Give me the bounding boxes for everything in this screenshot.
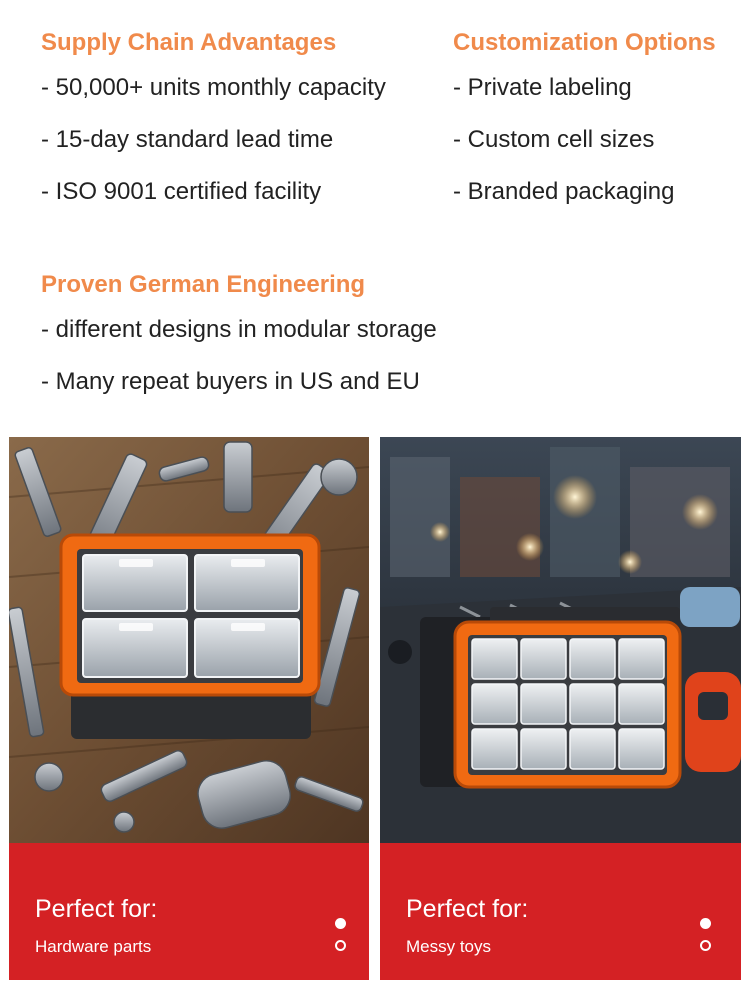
list-item: - Custom cell sizes xyxy=(453,126,655,153)
supply-chain-section xyxy=(41,24,386,218)
customization-title: Customization Options xyxy=(453,29,716,56)
list-item: - 50,000+ units monthly capacity xyxy=(41,74,386,101)
customization-section xyxy=(453,24,716,218)
engineering-section xyxy=(41,266,437,408)
list-item: - Private labeling xyxy=(453,74,632,101)
list-item: - 15-day standard lead time xyxy=(41,126,334,153)
list-item: - Branded packaging xyxy=(453,178,675,205)
use-case-label: Messy toys xyxy=(406,937,492,956)
carousel-dot-inactive-icon[interactable] xyxy=(335,940,346,951)
hardware-card[interactable] xyxy=(9,437,369,980)
hardware-caption-band xyxy=(9,843,369,980)
supply-chain-list xyxy=(41,62,386,218)
list-item: - different designs in modular storage xyxy=(41,316,437,343)
perfect-for-label: Perfect for: xyxy=(35,895,158,923)
engineering-list xyxy=(41,304,437,408)
use-case-label: Hardware parts xyxy=(35,937,152,956)
list-item: - ISO 9001 certified facility xyxy=(41,178,322,205)
list-item: - Many repeat buyers in US and EU xyxy=(41,368,420,395)
hardware-organizer-photo xyxy=(9,437,369,843)
customization-list xyxy=(453,62,716,218)
carousel-dot-active-icon[interactable] xyxy=(335,918,346,929)
engineering-title: Proven German Engineering xyxy=(41,271,366,298)
perfect-for-label: Perfect for: xyxy=(406,895,529,923)
toys-card[interactable] xyxy=(380,437,741,980)
toys-caption-band xyxy=(380,843,741,980)
supply-chain-title: Supply Chain Advantages xyxy=(41,29,337,56)
toy-organizer-photo xyxy=(380,437,741,843)
carousel-dot-active-icon[interactable] xyxy=(700,918,711,929)
carousel-dot-inactive-icon[interactable] xyxy=(700,940,711,951)
